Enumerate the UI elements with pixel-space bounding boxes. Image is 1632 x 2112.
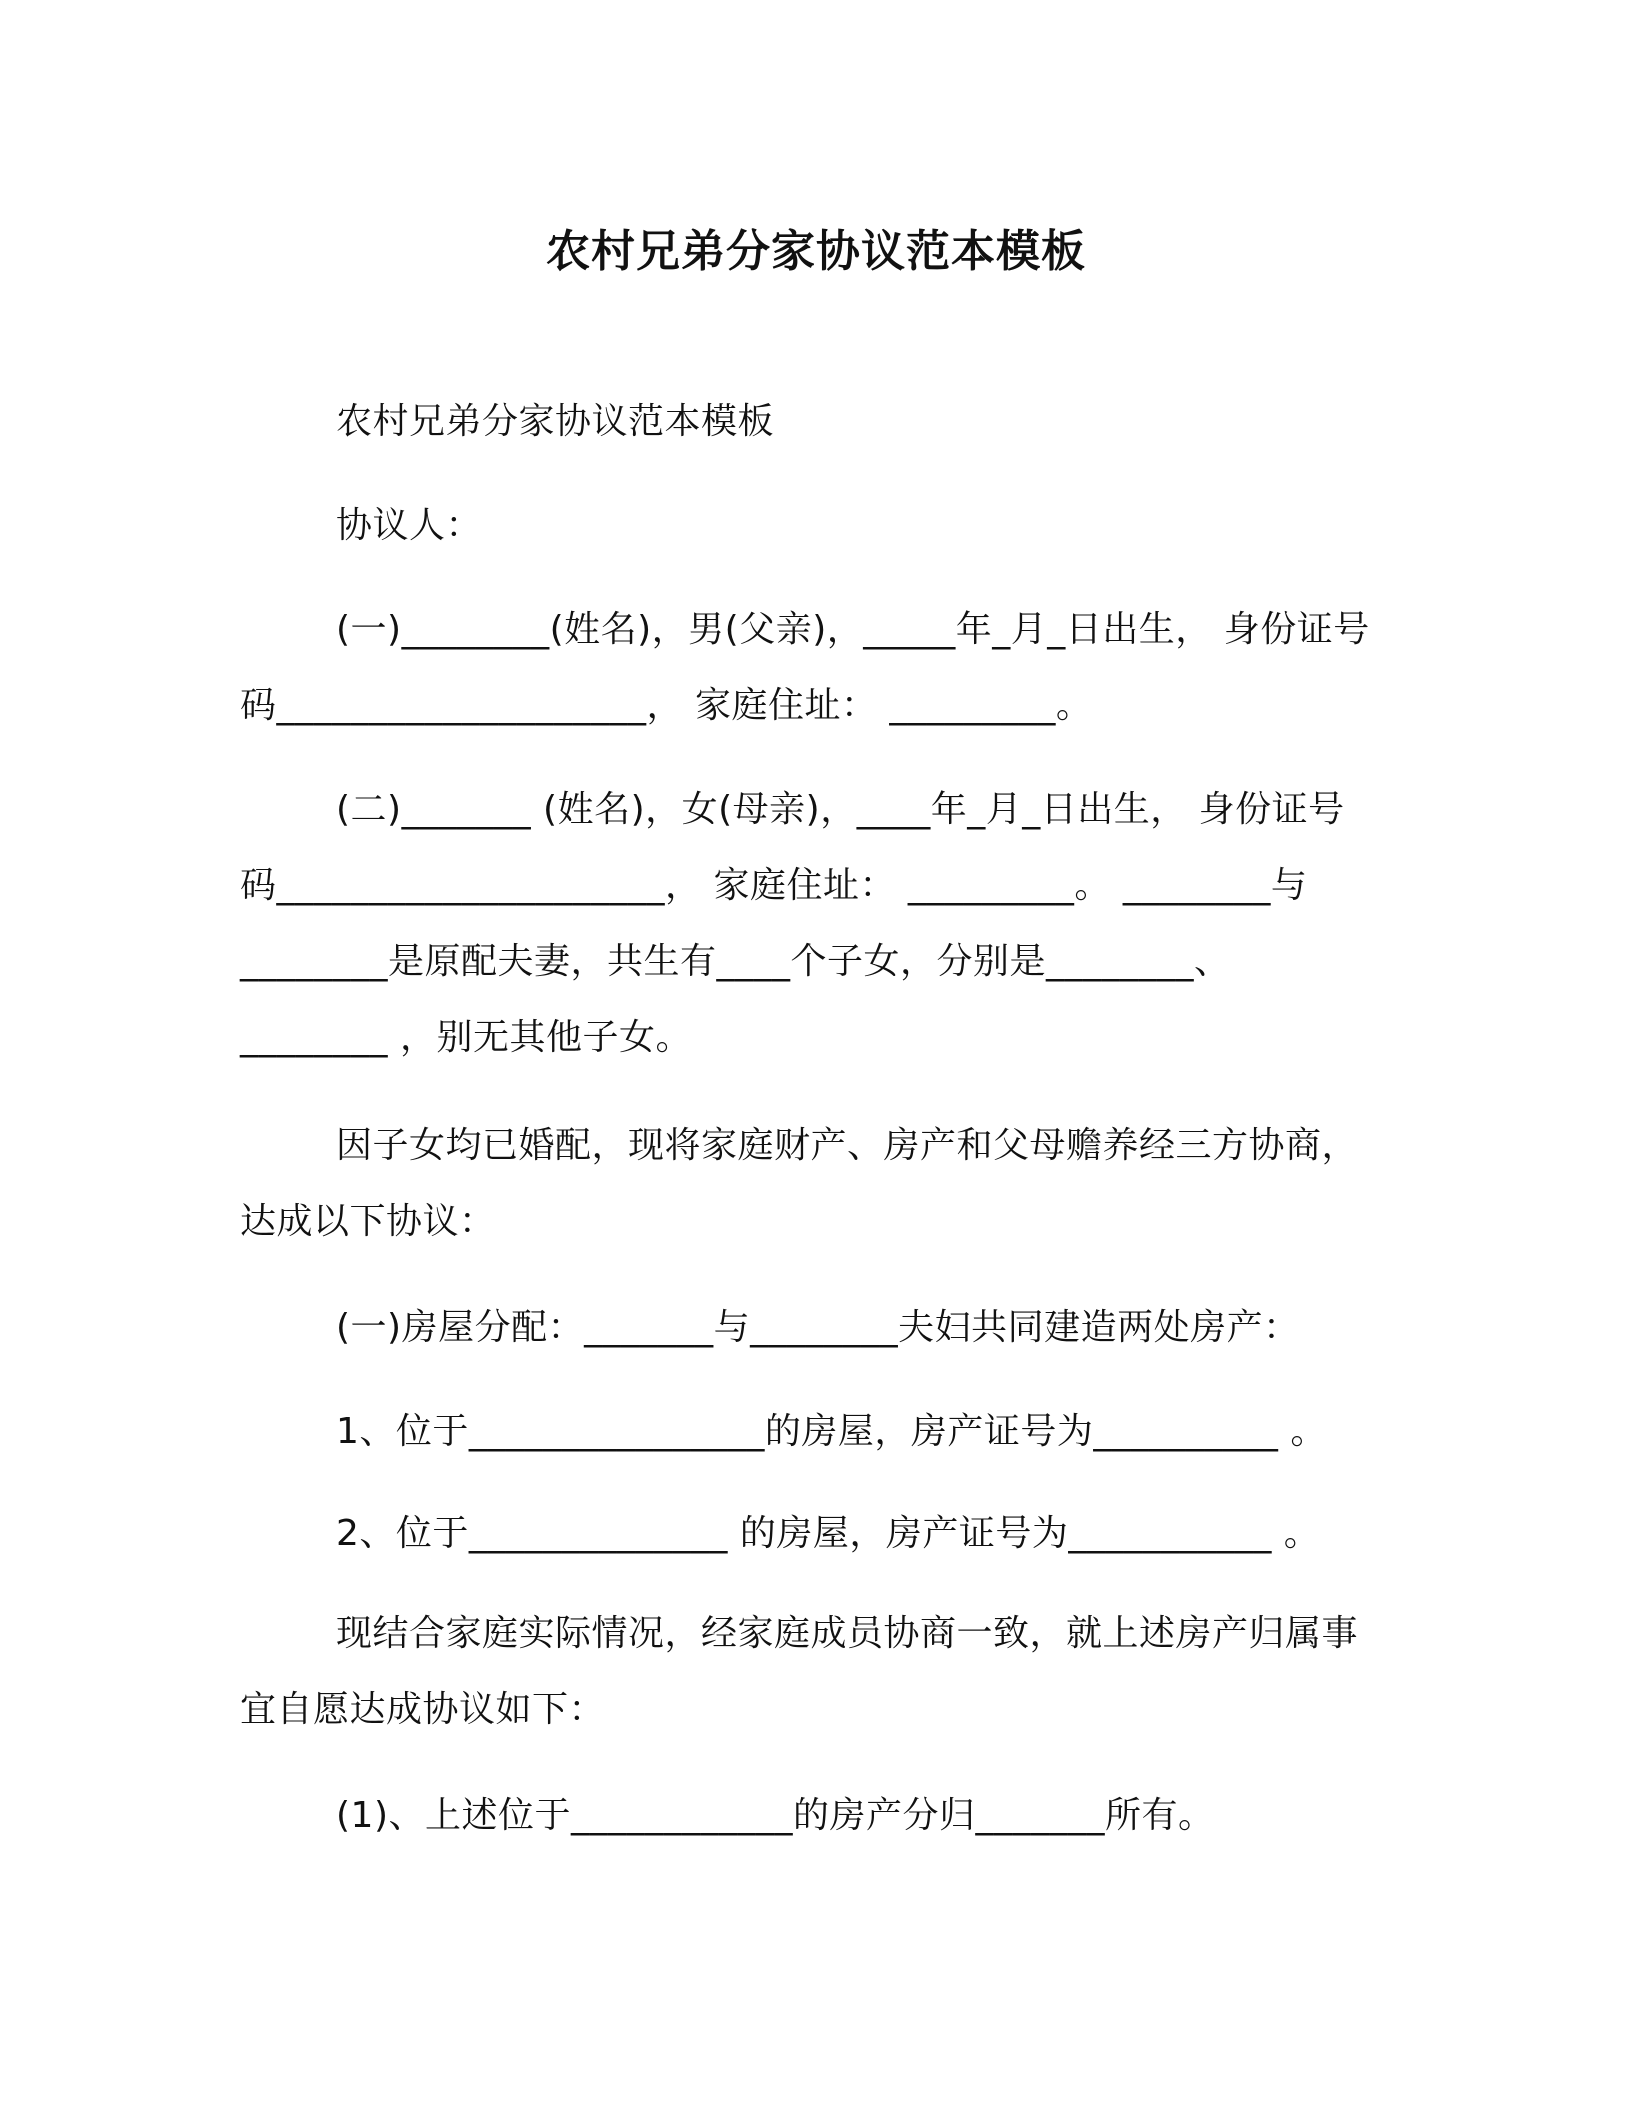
party-two-paragraph: (二)_______ (姓名)，女(母亲)，____年_月_日出生， 身份证号码_____________________， 家庭住址： _________。 ________与________是原配夫妻，共生有____个子女，分别是________、 ________ ，别无其他子女。 [240, 789, 1345, 1058]
agreement-intro-paragraph: 现结合家庭实际情况，经家庭成员协商一致，就上述房产归属事宜自愿达成协议如下： [240, 1613, 1359, 1730]
house-one-item: 1、位于________________的房屋，房产证号为__________ 。 [336, 1411, 1327, 1452]
parties-label: 协议人： [336, 505, 483, 546]
reason-paragraph: 因子女均已婚配，现将家庭财产、房产和父母赡养经三方协商，达成以下协议： [240, 1125, 1359, 1242]
document-title: 农村兄弟分家协议范本模板 [546, 226, 1086, 277]
document-subtitle: 农村兄弟分家协议范本模板 [336, 401, 775, 442]
party-one-paragraph: (一)________(姓名)，男(父亲)，_____年_月_日出生， 身份证号码____________________， 家庭住址： _________。 [240, 609, 1370, 726]
house-two-item: 2、位于______________ 的房屋，房产证号为___________ 。 [336, 1513, 1321, 1554]
clause-one-item: (1)、上述位于____________的房产分归_______所有。 [336, 1795, 1215, 1836]
house-allocation-heading: (一)房屋分配：_______与________夫妇共同建造两处房产： [336, 1307, 1300, 1348]
